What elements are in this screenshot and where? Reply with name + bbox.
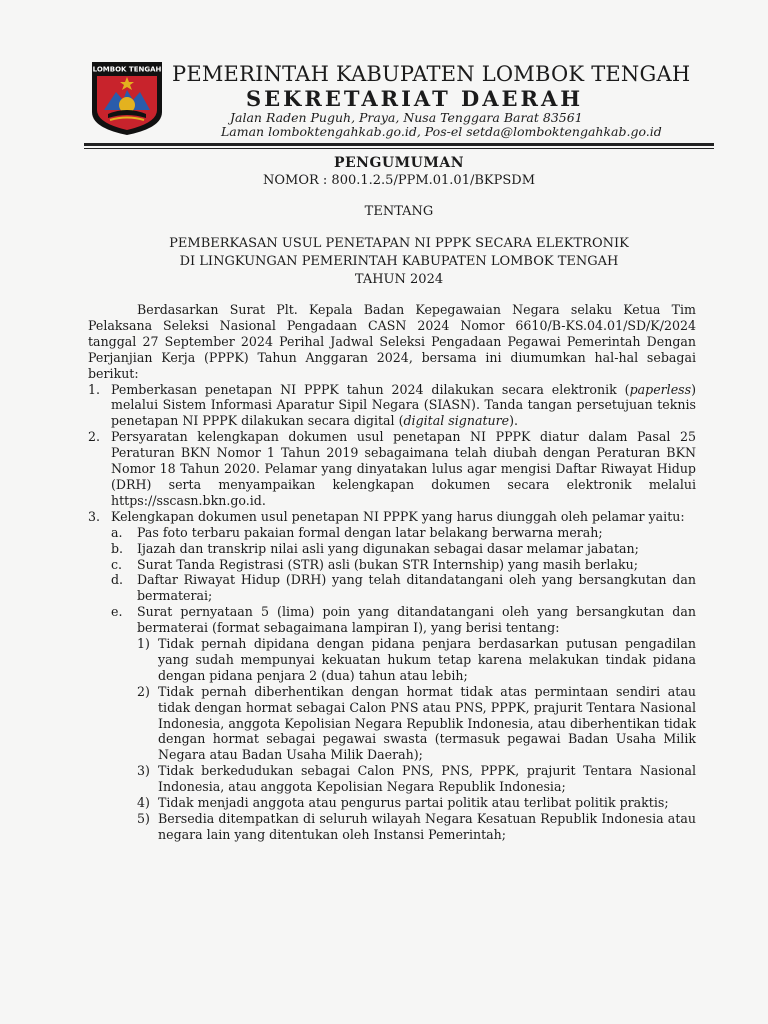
announcement-subject-line1: PEMBERKASAN USUL PENETAPAN NI PPPK SECARA ELEKTRONIK (169, 236, 629, 251)
list-item (88, 429, 696, 509)
list-item (88, 509, 696, 843)
statement-point-number: 4) (137, 795, 150, 811)
statement-point-text: Tidak pernah dipidana dengan pidana penjara berdasarkan putusan pengadilan yang sudah mempunyai kekuatan hukum tetap karena melakukan tindak pidana dengan pidana penjara 2 (dua) tahun atau lebih; (158, 636, 696, 683)
requirement-letter: e. (111, 604, 123, 620)
list-item-text: ) melalui Sistem Informasi Aparatur Sipil Negara (SIASN). Tanda tangan persetujuan teknis penetapan NI PPPK dilakukan secara digital ( (111, 381, 696, 429)
announcement-number: NOMOR : 800.1.2.5/PPM.01.01/BKPSDM (262, 173, 536, 188)
requirement-item (111, 525, 696, 541)
statement-point (137, 795, 696, 811)
statement-point (137, 636, 696, 684)
requirement-text: Surat Tanda Registrasi (STR) asli (bukan STR Internship) yang masih berlaku; (137, 556, 638, 572)
svg-text:LOMBOK TENGAH: LOMBOK TENGAH (92, 65, 162, 74)
announcement-heading: PENGUMUMAN (333, 155, 465, 171)
intro-text: Berdasarkan Surat Plt. Kepala Badan Kepegawaian Negara selaku Ketua Tim Pelaksana Seleksi Nasional Pengadaan CASN 2024 Nomor 6610/B-KS.04.01/SD/K/2024 tanggal 27 September 2024 Perihal Jadwal Seleksi Pengadaan Pegawai Pemerintah Dengan Perjanjian Kerja (PPPK) Tahun Anggaran 2024, bersama ini diumumkan hal-hal sebagai berikut: (88, 302, 696, 381)
list-item-text: ). (509, 413, 519, 429)
statement-points-list (137, 636, 696, 843)
statement-point (137, 811, 696, 843)
letterhead-address: Jalan Raden Puguh, Praya, Nusa Tenggara Barat 83561 (230, 110, 583, 125)
requirement-text: Daftar Riwayat Hidup (DRH) yang telah ditandatangani oleh yang bersangkutan dan bermaterai; (137, 572, 696, 604)
statement-point-number: 3) (137, 763, 150, 779)
requirement-letter: a. (111, 524, 123, 540)
statement-point-number: 2) (137, 683, 150, 699)
announcement-body (88, 302, 696, 843)
list-item (88, 382, 696, 430)
list-item-number: 1. (88, 381, 101, 397)
requirement-letter: b. (111, 540, 124, 556)
requirement-text: Ijazah dan transkrip nilai asli yang digunakan sebagai dasar melamar jabatan; (137, 540, 639, 556)
letterhead-office-name: SEKRETARIAT DAERAH (246, 86, 584, 111)
document-requirements-list (111, 525, 696, 843)
statement-point-text: Bersedia ditempatkan di seluruh wilayah Negara Kesatuan Republik Indonesia atau negara lain yang ditentukan oleh Instansi Pemerintah; (158, 811, 696, 842)
list-item-number: 3. (88, 508, 101, 524)
list-item-text: Kelengkapan dokumen usul penetapan NI PPPK yang harus diunggah oleh pelamar yaitu: (111, 508, 685, 524)
letterhead-contact: Laman lomboktengahkab.go.id, Pos-el setda@lomboktengahkab.go.id (221, 124, 662, 139)
announcement-subject-line2: DI LINGKUNGAN PEMERINTAH KABUPATEN LOMBOK TENGAH (179, 254, 619, 269)
intro-paragraph (88, 302, 696, 382)
statement-point-text: Tidak berkedudukan sebagai Calon PNS, PNS, PPPK, prajurit Tentara Nasional Indonesia, atau anggota Kepolisian Negara Republik Indonesia; (158, 763, 696, 795)
statement-point (137, 684, 696, 764)
statement-point-text: Tidak menjadi anggota atau pengurus partai politik atau terlibat politik praktis; (158, 795, 669, 811)
requirement-text: Surat pernyataan 5 (lima) poin yang ditandatangani oleh yang bersangkutan dan bermaterai (format sebagaimana lampiran I), yang berisi tentang: (137, 604, 696, 636)
letterhead-government-name: PEMERINTAH KABUPATEN LOMBOK TENGAH (172, 62, 691, 86)
digital-signature-term: digital signature (403, 413, 510, 429)
statement-point-text: Tidak pernah diberhentikan dengan hormat tidak atas permintaan sendiri atau tidak dengan hormat sebagai Calon PNS atau PNS, PPPK, prajurit Tentara Nasional Indonesia, anggota Kepolisian Negara Republik Indonesia, atau diberhentikan tidak dengan hormat sebagai pegawai swasta (termasuk pegawai Badan Usaha Milik Negara atau Badan Usaha Milik Daerah); (158, 683, 696, 763)
announcement-tentang: TENTANG (364, 204, 434, 219)
letterhead-divider-thin (84, 148, 714, 149)
requirement-item (111, 541, 696, 557)
requirement-item (111, 604, 696, 843)
numbered-list (88, 382, 696, 843)
list-item-text: Persyaratan kelengkapan dokumen usul penetapan NI PPPK diatur dalam Pasal 25 Peraturan BKN Nomor 1 Tahun 2019 sebagaimana telah diubah dengan Peraturan BKN Nomor 18 Tahun 2020. Pelamar yang dinyatakan lulus agar mengisi Daftar Riwayat Hidup (DRH) serta menyampaikan kelengkapan dokumen secara elektronik melalui https://sscasn.bkn.go.id. (111, 429, 696, 508)
statement-point-number: 1) (137, 636, 150, 652)
requirement-item (111, 557, 696, 573)
letterhead-divider-thick (84, 143, 714, 146)
list-item-text: Pemberkasan penetapan NI PPPK tahun 2024 dilakukan secara elektronik ( (111, 381, 630, 397)
lombok-tengah-emblem-logo (88, 60, 166, 136)
requirement-text: Pas foto terbaru pakaian formal dengan latar belakang berwarna merah; (137, 524, 603, 540)
statement-point (137, 763, 696, 795)
statement-point-number: 5) (137, 811, 150, 826)
requirement-letter: c. (111, 556, 123, 572)
announcement-subject-line3: TAHUN 2024 (354, 272, 444, 287)
requirement-item (111, 572, 696, 604)
requirement-letter: d. (111, 572, 124, 588)
paperless-term: paperless (629, 381, 692, 397)
list-item-number: 2. (88, 429, 101, 445)
